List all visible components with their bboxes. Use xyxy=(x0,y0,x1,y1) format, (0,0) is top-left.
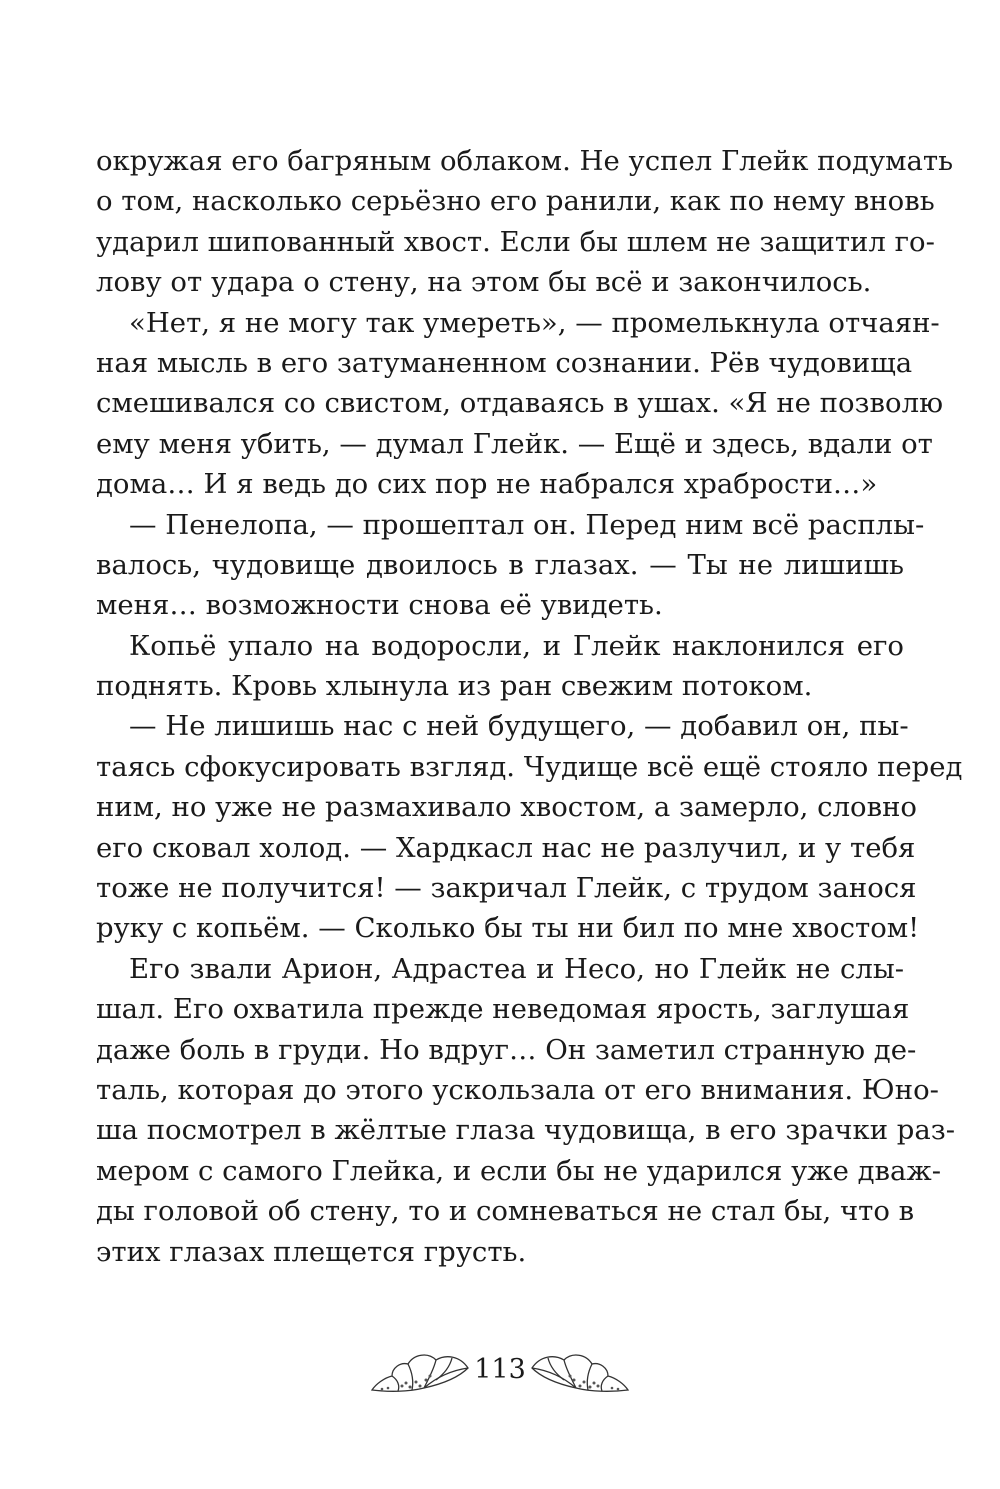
text-line: этих глазах плещется грусть. xyxy=(96,1235,527,1268)
text-line: тоже не получится! — закричал Глейк, с трудом занося xyxy=(96,872,917,905)
text-line: ша посмотрел в жёлтые глаза чудовища, в его зрачки раз- xyxy=(96,1114,956,1147)
text-line: руку с копьём. — Сколько бы ты ни бил по мне хвостом! xyxy=(96,912,920,945)
text-line: поднять. Кровь хлынула из ран свежим потоком. xyxy=(96,670,813,703)
text-line: ударил шипованный хвост. Если бы шлем не защитил го- xyxy=(96,225,935,258)
text-line: меня… возможности снова её увидеть. xyxy=(96,589,663,622)
shell-ornament-right-icon xyxy=(528,1346,632,1404)
text-line: Его звали Арион, Адрастеа и Несо, но Глейк не слы- xyxy=(129,952,904,985)
text-line: таясь сфокусировать взгляд. Чудище всё ещё стояло перед xyxy=(96,750,963,783)
text-line: окружая его багряным облаком. Не успел Глейк подумать xyxy=(96,145,954,177)
text-line: шал. Его охватила прежде неведомая ярость, заглушая xyxy=(96,993,910,1026)
text-line: — Пенелопа, — прошептал он. Перед ним всё расплы- xyxy=(129,508,925,541)
page-footer xyxy=(0,1340,1000,1420)
text-line: о том, насколько серьёзно его ранили, как по нему вновь xyxy=(96,185,935,218)
text-line: даже боль в груди. Но вдруг… Он заметил странную де- xyxy=(96,1033,917,1066)
text-line: смешивался со свистом, отдаваясь в ушах. «Я не позволю xyxy=(96,387,944,420)
text-line: валось, чудовище двоилось в глазах. — Ты не лишишь xyxy=(96,548,904,581)
text-line: ему меня убить, — думал Глейк. — Ещё и здесь, вдали от xyxy=(96,427,933,460)
text-line: «Нет, я не могу так умереть», — промелькнула отчаян- xyxy=(129,306,940,339)
text-line: ним, но уже не размахивало хвостом, а замерло, словно xyxy=(96,791,917,824)
text-line: Копьё упало на водоросли, и Глейк наклонился его xyxy=(129,629,904,662)
text-line: таль, которая до этого ускользала от его внимания. Юно- xyxy=(96,1073,939,1106)
page-number: 113 xyxy=(474,1354,526,1385)
text-line: его сковал холод. — Хардкасл нас не разлучил, и у тебя xyxy=(96,831,916,864)
text-line: лову от удара о стену, на этом бы всё и закончилось. xyxy=(96,266,872,299)
text-line: — Не лишишь нас с ней будущего, — добавил он, пы- xyxy=(129,710,909,743)
text-line: ды головой об стену, то и сомневаться не стал бы, что в xyxy=(96,1195,915,1228)
text-line: мером с самого Глейка, и если бы не ударился уже дваж- xyxy=(96,1154,942,1187)
page-body-text xyxy=(96,141,963,1272)
text-line: ная мысль в его затуманенном сознании. Рёв чудовища xyxy=(96,346,913,379)
text-line: дома… И я ведь до сих пор не набрался храбрости…» xyxy=(96,468,878,501)
shell-ornament-left-icon xyxy=(368,1346,472,1404)
